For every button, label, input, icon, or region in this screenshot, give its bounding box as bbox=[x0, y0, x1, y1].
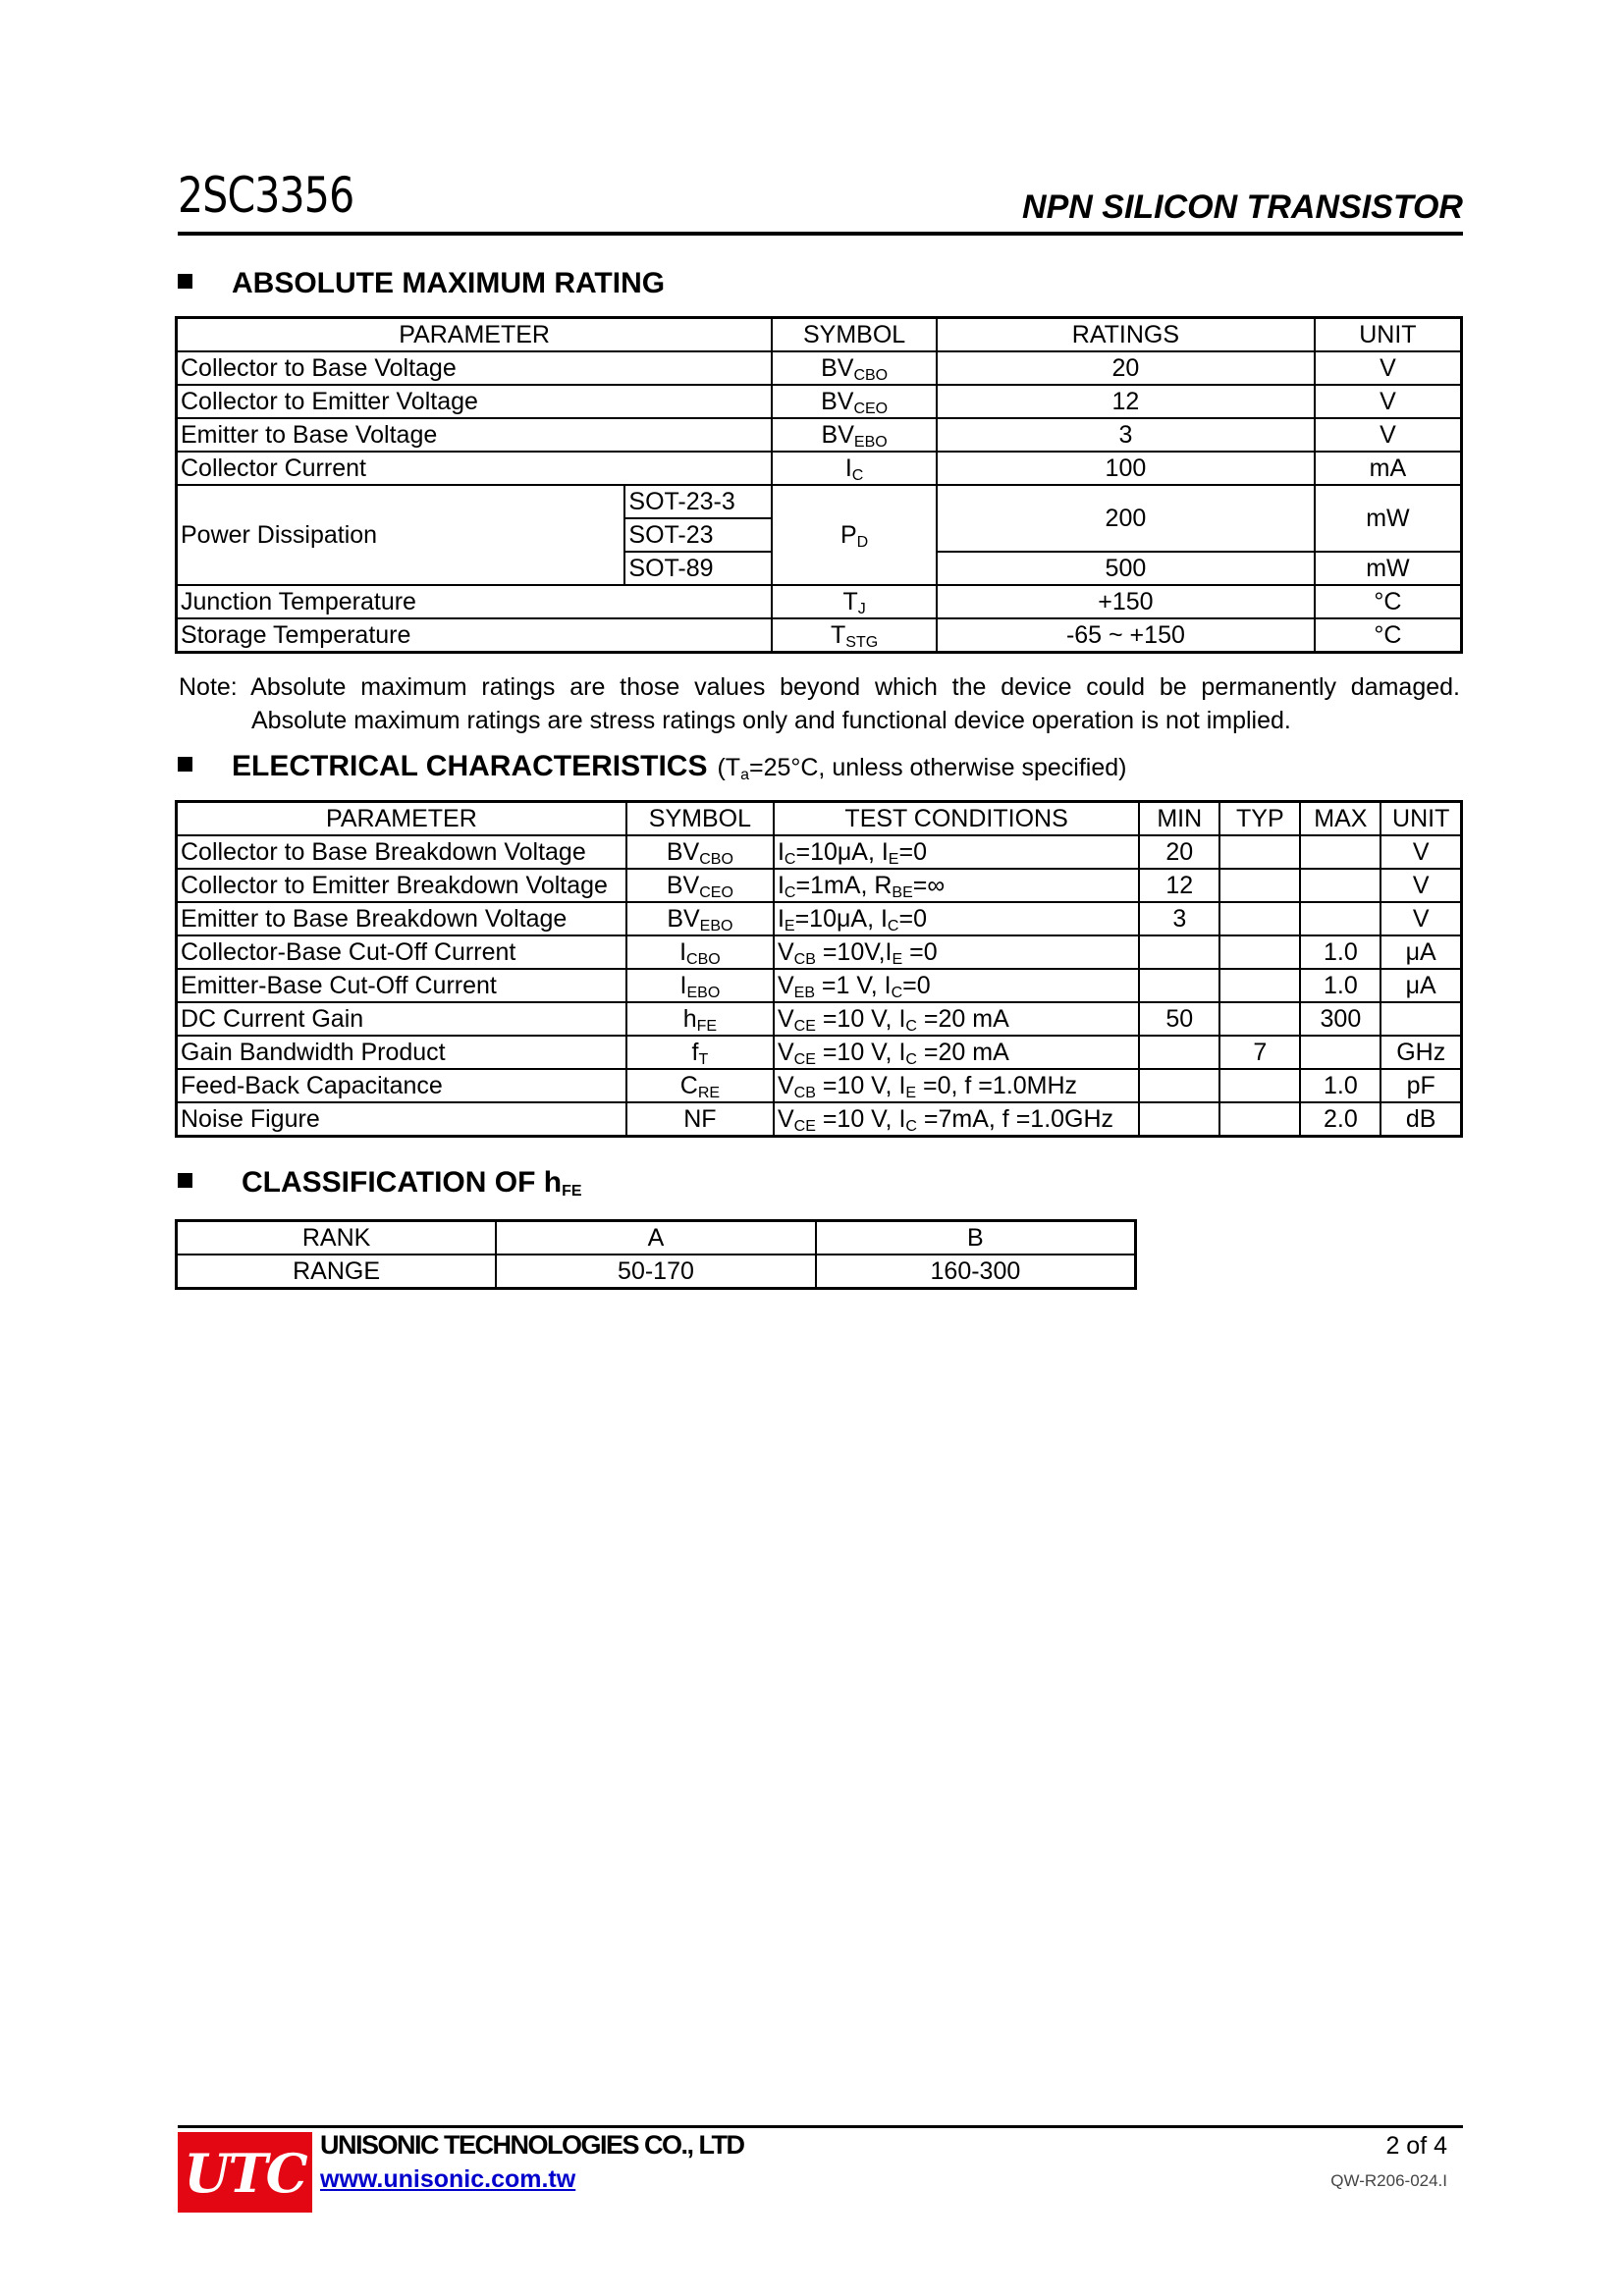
range-label: RANGE bbox=[177, 1255, 497, 1289]
utc-logo bbox=[178, 2132, 312, 2213]
symbol-cell: $T_J$ bbox=[772, 585, 937, 618]
range-b: 160-300 bbox=[816, 1255, 1136, 1289]
symbol-cell: $h_{FE}$ bbox=[626, 1002, 774, 1036]
elec-heading bbox=[178, 750, 1126, 783]
typ-cell bbox=[1219, 1069, 1300, 1102]
elec-heading-condition: ($T_a=25^\circ C$, unless otherwise specified) bbox=[717, 754, 1127, 783]
max-cell bbox=[1300, 835, 1380, 869]
square-bullet-icon bbox=[178, 757, 192, 772]
max-cell: 2.0 bbox=[1300, 1102, 1380, 1137]
typ-cell bbox=[1219, 902, 1300, 935]
package-sot-23-3: SOT-23-3 bbox=[624, 485, 772, 518]
abs-max-table bbox=[175, 316, 1463, 654]
test-condition-cell: $V_{CE} =10$ V, $I_C =20$ mA bbox=[774, 1036, 1139, 1069]
unit-cell: mA bbox=[1315, 452, 1462, 485]
symbol-cell: $BV_{EBO}$ bbox=[626, 902, 774, 935]
symbol-cell: $BV_{CEO}$ bbox=[772, 385, 937, 418]
table-row bbox=[177, 585, 1462, 618]
rank-a: A bbox=[496, 1221, 816, 1255]
table-header-row bbox=[177, 802, 1462, 836]
unit-cell: V bbox=[1315, 418, 1462, 452]
test-condition-cell: $V_{CE} =10$ V, $I_C =20$ mA bbox=[774, 1002, 1139, 1036]
test-condition-cell: $V_{CB} =10V,I_E =0$ bbox=[774, 935, 1139, 969]
test-condition-cell: $I_E=10\mu A$, $I_C=0$ bbox=[774, 902, 1139, 935]
symbol-cell: $T_{STG}$ bbox=[772, 618, 937, 653]
test-condition-cell: $I_C=10\mu A$, $I_E=0$ bbox=[774, 835, 1139, 869]
test-condition-cell: $V_{EB} =1$ V, $I_C=0$ bbox=[774, 969, 1139, 1002]
parameter-cell: Collector to Emitter Breakdown Voltage bbox=[177, 869, 626, 902]
power-unit-2: mW bbox=[1315, 552, 1462, 585]
elec-heading-text: ELECTRICAL CHARACTERISTICS bbox=[232, 750, 708, 782]
footer-rule bbox=[178, 2125, 1463, 2128]
col-header-parameter: PARAMETER bbox=[177, 318, 773, 352]
parameter-cell: Collector to Emitter Voltage bbox=[177, 385, 773, 418]
power-rating-2: 500 bbox=[937, 552, 1315, 585]
power-rating-1: 200 bbox=[937, 485, 1315, 552]
col-header-unit: UNIT bbox=[1315, 318, 1462, 352]
col-header-ratings: RATINGS bbox=[937, 318, 1315, 352]
min-cell: 3 bbox=[1139, 902, 1219, 935]
typ-cell bbox=[1219, 935, 1300, 969]
note-line-2: Absolute maximum ratings are stress ratings only and functional device operation is not implied. bbox=[251, 707, 1291, 734]
table-row bbox=[177, 869, 1462, 902]
table-row bbox=[177, 1069, 1462, 1102]
symbol-cell: $BV_{CBO}$ bbox=[626, 835, 774, 869]
square-bullet-icon bbox=[178, 1173, 192, 1188]
min-cell: 12 bbox=[1139, 869, 1219, 902]
max-cell: 1.0 bbox=[1300, 1069, 1380, 1102]
parameter-cell: Emitter to Base Breakdown Voltage bbox=[177, 902, 626, 935]
table-row-range bbox=[177, 1255, 1136, 1289]
unit-cell: °C bbox=[1315, 585, 1462, 618]
rating-cell: 12 bbox=[937, 385, 1315, 418]
max-cell bbox=[1300, 869, 1380, 902]
table-row-rank bbox=[177, 1221, 1136, 1255]
classification-table bbox=[175, 1219, 1137, 1290]
unit-cell: pF bbox=[1380, 1069, 1461, 1102]
symbol-cell: NF bbox=[626, 1102, 774, 1137]
col-header-symbol: SYMBOL bbox=[626, 802, 774, 836]
table-header-row bbox=[177, 318, 1462, 352]
symbol-cell: $I_{EBO}$ bbox=[626, 969, 774, 1002]
square-bullet-icon bbox=[178, 274, 192, 289]
table-row bbox=[177, 835, 1462, 869]
parameter-cell: Collector Current bbox=[177, 452, 773, 485]
typ-cell bbox=[1219, 969, 1300, 1002]
table-row bbox=[177, 969, 1462, 1002]
transistor-type-subtitle: NPN SILICON TRANSISTOR bbox=[1022, 188, 1463, 226]
rating-cell: -65 ~ +150 bbox=[937, 618, 1315, 653]
test-condition-cell: $V_{CB} =10$ V, $I_E =0$, f =1.0MHz bbox=[774, 1069, 1139, 1102]
power-parameter: Power Dissipation bbox=[177, 485, 625, 585]
elec-table bbox=[175, 800, 1463, 1138]
max-cell bbox=[1300, 902, 1380, 935]
max-cell bbox=[1300, 1036, 1380, 1069]
unit-cell: V bbox=[1380, 869, 1461, 902]
package-sot-89: SOT-89 bbox=[624, 552, 772, 585]
typ-cell bbox=[1219, 835, 1300, 869]
col-header-typ: TYP bbox=[1219, 802, 1300, 836]
symbol-cell: $BV_{CEO}$ bbox=[626, 869, 774, 902]
col-header-test-conditions: TEST CONDITIONS bbox=[774, 802, 1139, 836]
parameter-cell: Feed-Back Capacitance bbox=[177, 1069, 626, 1102]
table-row-power-1 bbox=[177, 485, 1462, 518]
col-header-unit: UNIT bbox=[1380, 802, 1461, 836]
unit-cell: V bbox=[1380, 835, 1461, 869]
document-code: QW-R206-024.I bbox=[1330, 2171, 1447, 2190]
min-cell bbox=[1139, 1069, 1219, 1102]
abs-max-heading-text: ABSOLUTE MAXIMUM RATING bbox=[232, 267, 666, 299]
power-unit-1: mW bbox=[1315, 485, 1462, 552]
rank-label: RANK bbox=[177, 1221, 497, 1255]
unit-cell bbox=[1380, 1002, 1461, 1036]
unit-cell: V bbox=[1315, 351, 1462, 385]
parameter-cell: Collector-Base Cut-Off Current bbox=[177, 935, 626, 969]
max-cell: 1.0 bbox=[1300, 969, 1380, 1002]
min-cell bbox=[1139, 935, 1219, 969]
symbol-cell: $I_{CBO}$ bbox=[626, 935, 774, 969]
page-number: 2 of 4 bbox=[1385, 2132, 1447, 2160]
table-row bbox=[177, 418, 1462, 452]
col-header-max: MAX bbox=[1300, 802, 1380, 836]
parameter-cell: Collector to Base Voltage bbox=[177, 351, 773, 385]
unit-cell: μA bbox=[1380, 935, 1461, 969]
typ-cell bbox=[1219, 1102, 1300, 1137]
col-header-symbol: SYMBOL bbox=[772, 318, 937, 352]
rating-cell: 100 bbox=[937, 452, 1315, 485]
table-row bbox=[177, 452, 1462, 485]
unit-cell: V bbox=[1315, 385, 1462, 418]
col-header-min: MIN bbox=[1139, 802, 1219, 836]
part-number-title: 2SC3356 bbox=[178, 167, 354, 224]
company-name: UNISONIC TECHNOLOGIES CO., LTD bbox=[320, 2130, 744, 2160]
abs-max-rows-after bbox=[177, 585, 1462, 653]
abs-max-heading bbox=[178, 267, 665, 300]
parameter-cell: Collector to Base Breakdown Voltage bbox=[177, 835, 626, 869]
max-cell: 1.0 bbox=[1300, 935, 1380, 969]
symbol-cell: $BV_{CBO}$ bbox=[772, 351, 937, 385]
test-condition-cell: $V_{CE} =10$ V, $I_C =7mA$, f =1.0GHz bbox=[774, 1102, 1139, 1137]
min-cell: 20 bbox=[1139, 835, 1219, 869]
col-header-parameter: PARAMETER bbox=[177, 802, 626, 836]
symbol-cell: $f_T$ bbox=[626, 1036, 774, 1069]
parameter-cell: Emitter to Base Voltage bbox=[177, 418, 773, 452]
parameter-cell: Storage Temperature bbox=[177, 618, 773, 653]
max-cell: 300 bbox=[1300, 1002, 1380, 1036]
symbol-cell: $I_C$ bbox=[772, 452, 937, 485]
min-cell bbox=[1139, 1102, 1219, 1137]
package-sot-23: SOT-23 bbox=[624, 518, 772, 552]
table-row bbox=[177, 1102, 1462, 1137]
parameter-cell: Emitter-Base Cut-Off Current bbox=[177, 969, 626, 1002]
table-row bbox=[177, 351, 1462, 385]
table-row bbox=[177, 1002, 1462, 1036]
elec-rows bbox=[177, 835, 1462, 1137]
power-symbol: $P_D$ bbox=[772, 485, 937, 585]
rating-cell: 3 bbox=[937, 418, 1315, 452]
unit-cell: °C bbox=[1315, 618, 1462, 653]
rating-cell: 20 bbox=[937, 351, 1315, 385]
unit-cell: V bbox=[1380, 902, 1461, 935]
table-row bbox=[177, 385, 1462, 418]
parameter-cell: Noise Figure bbox=[177, 1102, 626, 1137]
table-row bbox=[177, 1036, 1462, 1069]
utc-logo-text: UTC bbox=[184, 2142, 306, 2205]
parameter-cell: DC Current Gain bbox=[177, 1002, 626, 1036]
unit-cell: dB bbox=[1380, 1102, 1461, 1137]
parameter-cell: Junction Temperature bbox=[177, 585, 773, 618]
header-rule bbox=[178, 232, 1463, 236]
company-website-link[interactable]: www.unisonic.com.tw bbox=[320, 2165, 576, 2193]
unit-cell: μA bbox=[1380, 969, 1461, 1002]
typ-cell bbox=[1219, 1002, 1300, 1036]
table-row bbox=[177, 618, 1462, 653]
rank-b: B bbox=[816, 1221, 1136, 1255]
typ-cell bbox=[1219, 869, 1300, 902]
note-line-1: Note: Absolute maximum ratings are those values beyond which the device could be permanently damaged. bbox=[179, 673, 1460, 701]
classification-heading-text: CLASSIFICATION OF $h_{FE}$ bbox=[242, 1166, 582, 1200]
unit-cell: GHz bbox=[1380, 1036, 1461, 1069]
test-condition-cell: $I_C=1mA$, $R_{BE}=\infty$ bbox=[774, 869, 1139, 902]
symbol-cell: $C_{RE}$ bbox=[626, 1069, 774, 1102]
min-cell bbox=[1139, 969, 1219, 1002]
abs-max-note bbox=[179, 670, 1460, 737]
parameter-cell: Gain Bandwidth Product bbox=[177, 1036, 626, 1069]
typ-cell: 7 bbox=[1219, 1036, 1300, 1069]
rating-cell: +150 bbox=[937, 585, 1315, 618]
range-a: 50-170 bbox=[496, 1255, 816, 1289]
min-cell bbox=[1139, 1036, 1219, 1069]
table-row bbox=[177, 935, 1462, 969]
abs-max-rows bbox=[177, 351, 1462, 485]
classification-heading bbox=[178, 1166, 582, 1200]
min-cell: 50 bbox=[1139, 1002, 1219, 1036]
table-row bbox=[177, 902, 1462, 935]
symbol-cell: $BV_{EBO}$ bbox=[772, 418, 937, 452]
